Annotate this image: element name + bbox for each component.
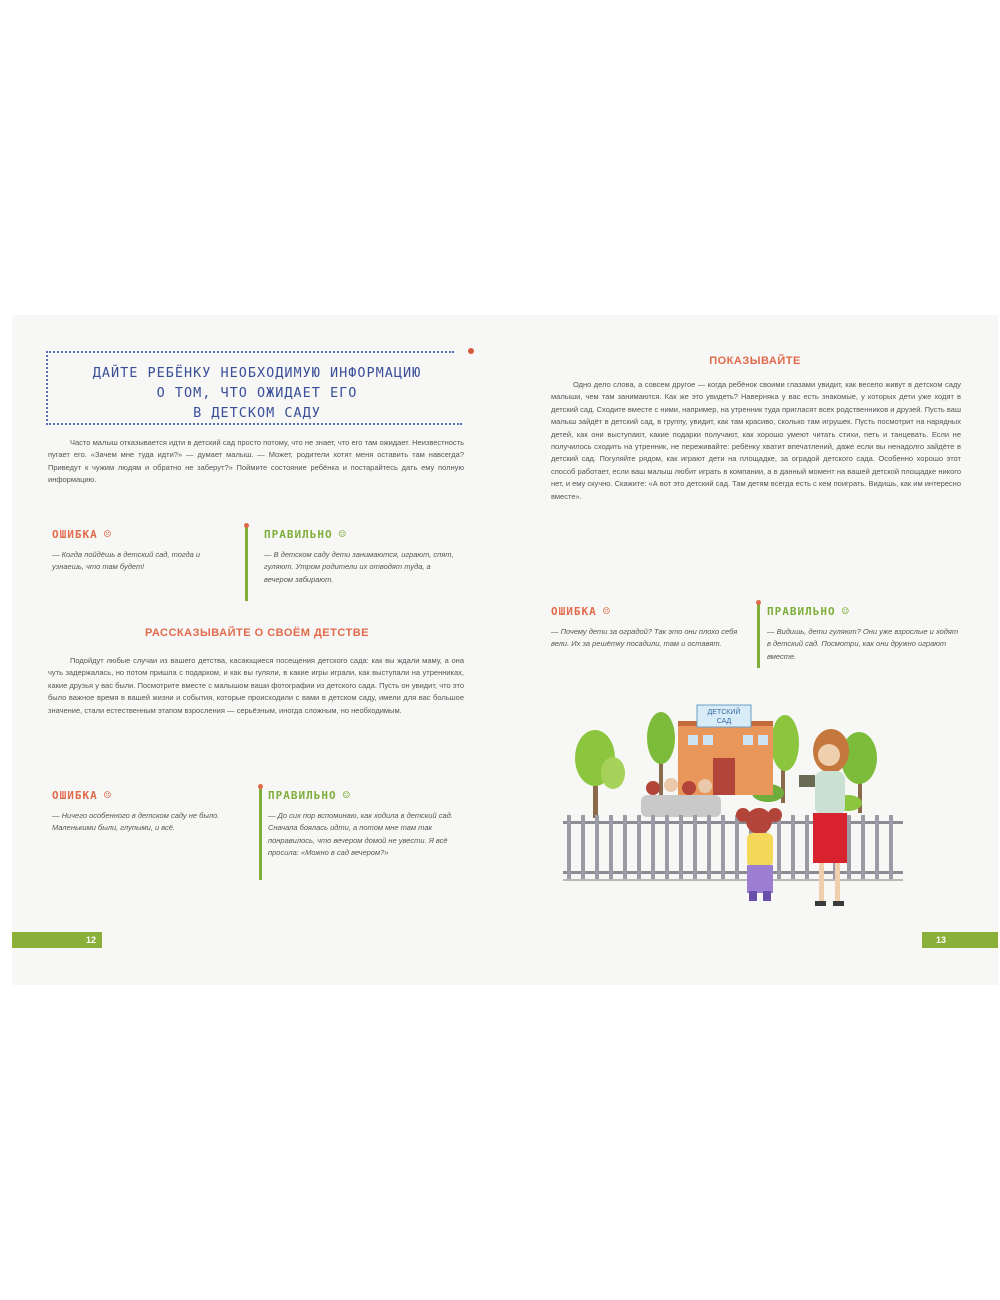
heading-line-1: ДАЙТЕ РЕБЁНКУ НЕОБХОДИМУЮ ИНФОРМАЦИЮ xyxy=(92,365,422,381)
correct-label-3: ПРАВИЛЬНО ☺ xyxy=(767,604,850,618)
sad-face-icon: ☹ xyxy=(602,604,611,618)
heading-line-3: В ДЕТСКОМ САДУ xyxy=(193,405,321,421)
correct-quote-3: — Видишь, дети гуляют? Они уже взрослые и ходят в детский сад. Посмотри, как они дружно играют вместе. xyxy=(767,627,959,661)
fence xyxy=(563,815,903,881)
divider-bar-3 xyxy=(757,604,760,668)
divider-bar-1 xyxy=(245,527,248,601)
error-label-2: ОШИБКА ☹ xyxy=(52,788,112,802)
sign-text-2: САД xyxy=(716,718,732,725)
subheading-show: ПОКАЗЫВАЙТЕ xyxy=(709,355,801,367)
child-figure xyxy=(736,808,782,901)
sad-face-icon: ☹ xyxy=(103,527,112,541)
error-label-3: ОШИБКА ☹ xyxy=(551,604,611,618)
kindergarten-building xyxy=(678,705,773,795)
correct-quote-2: — До сих пор вспоминаю, как ходила в детский сад. Сначала боялась идти, а потом мне там так понравилось, что вечером домой не увести. Я всё просила: «Можно в сад вечером?» xyxy=(268,811,453,858)
page-number-left: 12 xyxy=(12,932,102,948)
left-page xyxy=(12,315,505,985)
correct-label-2: ПРАВИЛЬНО ☺ xyxy=(268,788,351,802)
error-quote-3: — Почему дети за оградой? Так это они плохо себя вели. Их за решётку посадили, там и оставят. xyxy=(551,627,738,649)
show-paragraph: Одно дело слова, а совсем другое — когда ребёнок своими глазами увидит, как весело живут в детском саду малыши, чем там занимаются. Как же это увидеть? Наверняка у вас есть знакомые, у которых дети уже ходят в детский сад. Сходите вместе с ними, например, на утренник туда пригласят всех родственников и друзей. Пусть ваш малыш зайдёт в детский сад, в группу, увидит, как там красиво, сколько там игрушек. Пусть посмотрит на нарядных детей, как они выступают, какие подарки получают, как хорошо умеют читать стихи, петь и танцевать. Если не получилось сходить на утренник, не переживайте: ребёнку хватит впечатлений, даже если вы ненадолго зайдёте в детский сад. Погуляйте рядом, как играют дети на площадке, за оградой детского сада. Особенно хорошо этот способ работает, если ваш малыш любит играть в компании, а в данный момент на вашей детской площадке никого нет, и ему скучно. Скажите: «А вот это детский сад. Там детям всегда есть с кем поиграть. Видишь, как им интересно вместе». xyxy=(551,380,961,501)
sign-text-1: ДЕТСКИЙ xyxy=(707,709,741,716)
kindergarten-illustration xyxy=(563,703,913,928)
error-quote-1: — Когда пойдёшь в детский сад, тогда и узнаешь, что там будет! xyxy=(52,550,201,572)
error-label-1: ОШИБКА ☹ xyxy=(52,527,112,541)
intro-paragraph: Часто малыш отказывается идти в детский сад просто потому, что не знает, что его там ожидает. Неизвестность пугает его. «Зачем мне туда идти?» — думает малыш. — Может, родители хотят меня оставить там навсегда? Приведут к чужим людям и обратно не заберут?» Поймите состояние ребёнка и постарайтесь дать ему полную информацию. xyxy=(48,438,464,485)
childhood-paragraph: Подойдут любые случаи из вашего детства, касающиеся посещения детского сада: как вы ждали маму, а она чуть задержалась, но потом пришла с подарком, и как вы гуляли, в какие игры играли, как выступали на утренниках, какие друзья у вас были. Посмотрите вместе с малышом ваши фотографии из детского сада. Пусть он увидит, что это было важное время в вашей жизни и события, которые происходили с вами в детском саду, имели для вас большое значение, стали естественным этапом взросления — серьёзным, иногда сложным, но необходимым. xyxy=(48,656,464,715)
right-page xyxy=(505,315,998,985)
subheading-childhood: РАССКАЗЫВАЙТЕ О СВОЁМ ДЕТСТВЕ xyxy=(144,627,370,639)
correct-quote-1: — В детском саду дети занимаются, играют, спят, гуляют. Утром родители их отводят туда, а вечером забирают. xyxy=(264,550,454,584)
divider-bar-2 xyxy=(259,788,262,880)
happy-face-icon: ☺ xyxy=(338,527,347,541)
happy-face-icon: ☺ xyxy=(841,604,850,618)
book-spread xyxy=(12,315,998,985)
tree-icon xyxy=(575,730,625,818)
sad-face-icon: ☹ xyxy=(103,788,112,802)
correct-label-1: ПРАВИЛЬНО ☺ xyxy=(264,527,347,541)
page-number-right: 13 xyxy=(922,932,998,948)
section-heading xyxy=(52,363,462,423)
error-quote-2: — Ничего особенного в детском саду не было. Маленькими были, глупыми, и всё. xyxy=(52,811,220,833)
happy-face-icon: ☺ xyxy=(342,788,351,802)
heading-line-2: О ТОМ, ЧТО ОЖИДАЕТ ЕГО xyxy=(156,385,358,401)
